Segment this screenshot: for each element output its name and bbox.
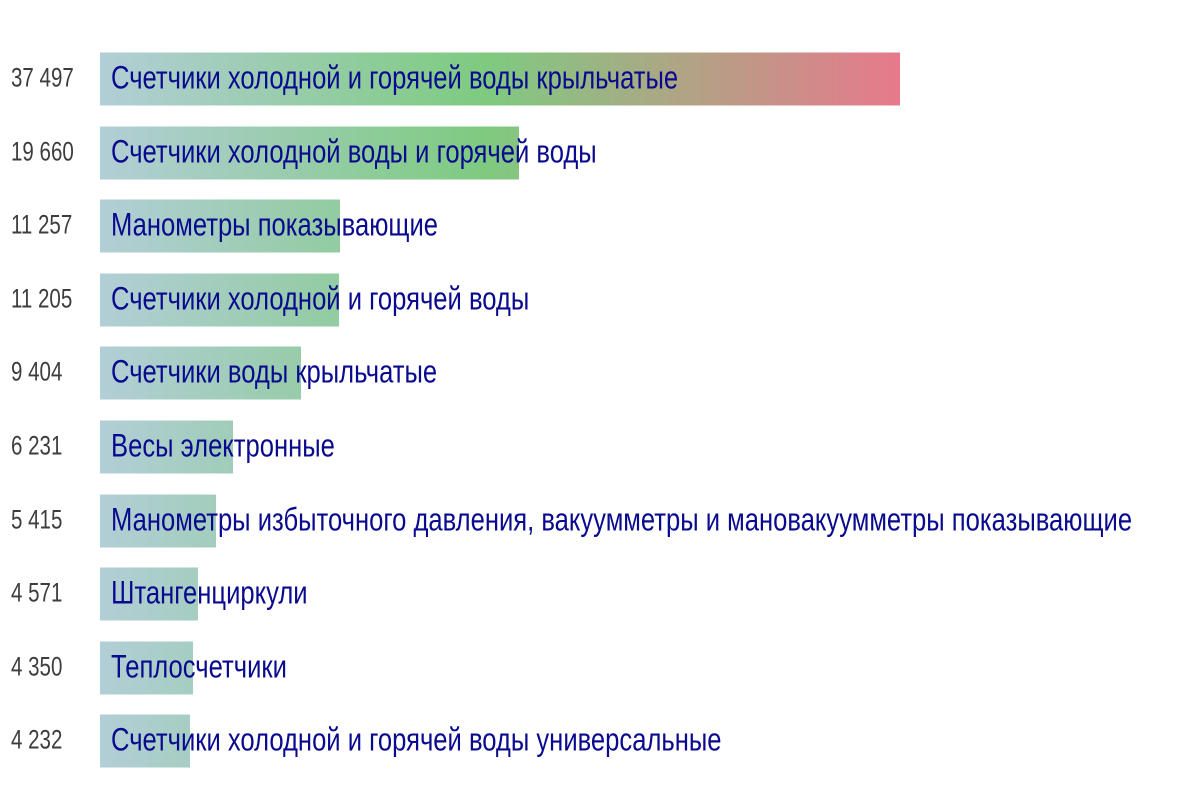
- bar-category-label: Манометры избыточного давления, вакуумметры и мановакуумметры показывающие: [111, 501, 1133, 538]
- bar-category-label: Теплосчетчики: [111, 648, 287, 685]
- chart-row: [0, 42, 1200, 116]
- chart-row: [0, 263, 1200, 337]
- bar-category-label: Счетчики воды крыльчатые: [111, 354, 438, 391]
- bar-category-label: Счетчики холодной и горячей воды универсальные: [111, 722, 722, 759]
- bar-value: 4 350: [11, 651, 63, 682]
- bar-value: 5 415: [11, 504, 63, 535]
- bar-category-label: Штангенциркули: [111, 574, 308, 611]
- chart-row: [0, 631, 1200, 705]
- bar-category-label: Манометры показывающие: [111, 206, 438, 243]
- chart-row: [0, 116, 1200, 190]
- chart-row: [0, 704, 1200, 778]
- bar-value: 11 205: [11, 283, 73, 314]
- bar-value: 37 497: [11, 62, 74, 93]
- bar-value: 4 232: [11, 724, 63, 755]
- bar-value: 4 571: [11, 577, 63, 608]
- chart-row: [0, 557, 1200, 631]
- bar-value: 19 660: [11, 136, 74, 167]
- bar-value: 9 404: [11, 356, 63, 387]
- bar-category-label: Весы электронные: [111, 427, 335, 464]
- bar-category-label: Счетчики холодной воды и горячей воды: [111, 133, 597, 170]
- chart-row: [0, 336, 1200, 410]
- bar-category-label: Счетчики холодной и горячей воды крыльчатые: [111, 59, 679, 96]
- chart-row: [0, 484, 1200, 558]
- chart-row: [0, 189, 1200, 263]
- chart-row: [0, 410, 1200, 484]
- bar-category-label: Счетчики холодной и горячей воды: [111, 280, 530, 317]
- bar-value: 11 257: [11, 209, 73, 240]
- bar-value: 6 231: [11, 430, 63, 461]
